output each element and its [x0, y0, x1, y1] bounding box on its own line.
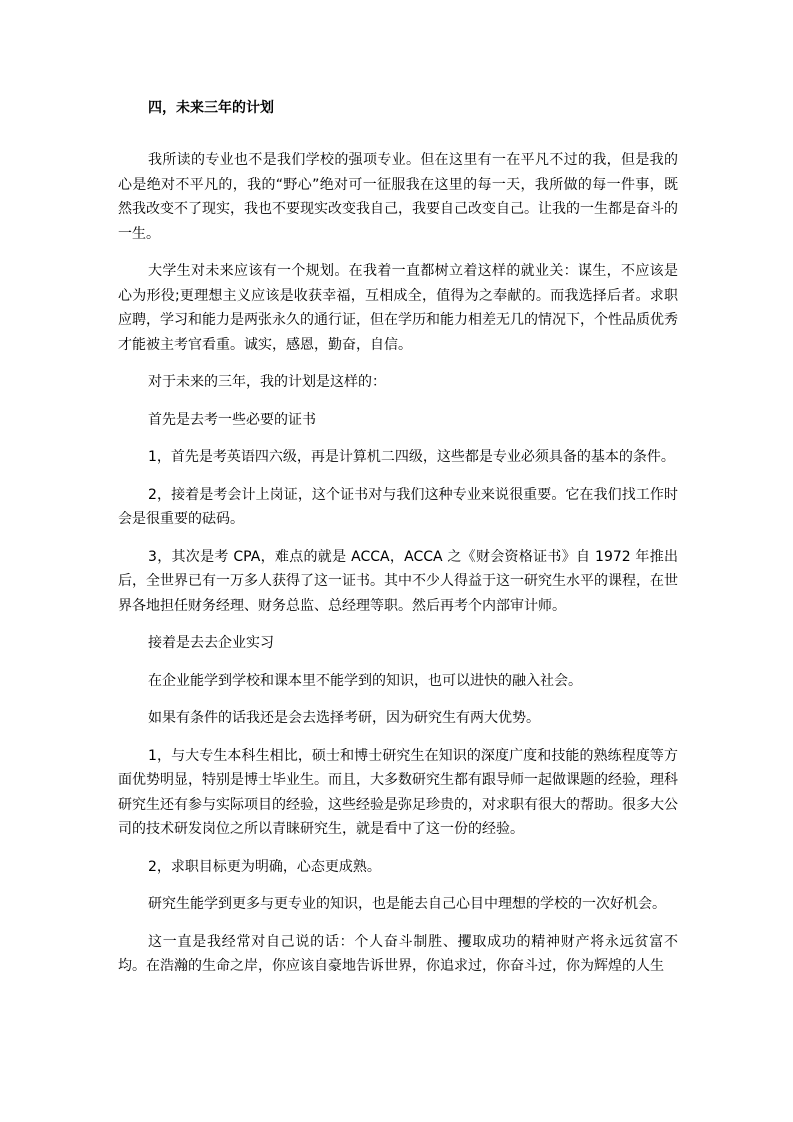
paragraph: 接着是去去企业实习 — [148, 635, 274, 651]
list-item: 2，求职目标更为明确，心态更成熟。 — [148, 858, 381, 875]
paragraph: 对于未来的三年，我的计划是这样的： — [148, 374, 386, 390]
document-body — [118, 96, 678, 992]
list-item: 3，其次是考 CPA，难点的就是 ACCA，ACCA 之《财会资格证书》自 1972 年推出后，全世界已有一万多人获得了这一证书。其中不少人得益于这一研究生水平的课程，在世界各地担任财务经理、财务总监、总经理等职。然后再考个内部审计师。 — [118, 548, 678, 614]
paragraph: 我所读的专业也不是我们学校的强项专业。但在这里有一在平凡不过的我，但是我的心是绝对不平凡的，我的“野心”绝对可一征服我在这里的每一天，我所做的每一件事，既然我改变不了现实，我也不要现实改变我自己，我要自己改变自己。让我的一生都是奋斗的一生。 — [118, 152, 678, 242]
paragraph: 大学生对未来应该有一个规划。在我着一直都树立着这样的就业关：谋生，不应该是心为形役;更理想主义应该是收获幸福，互相成全，值得为之奉献的。而我选择后者。求职应聘，学习和能力是两张永久的通行证，但在学历和能力相差无几的情况下，个性品质优秀才能被主考官看重。诚实，感恩，勤奋，自信。 — [118, 263, 678, 353]
list-item: 1，与大专生本科生相比，硕士和博士研究生在知识的深度广度和技能的熟练程度等方面优势明显，特别是博士毕业生。而且，大多数研究生都有跟导师一起做课题的经验，理科研究生还有参与实际项目的经验，这些经验是弥足珍贵的，对求职有很大的帮助。很多大公司的技术研发岗位之所以青睐研究生，就是看中了这一份的经验。 — [118, 747, 678, 837]
list-item: 1，首先是考英语四六级，再是计算机二四级，这些都是专业必须具备的基本的条件。 — [148, 449, 675, 465]
list-item: 2，接着是考会计上岗证，这个证书对与我们这种专业来说很重要。它在我们找工作时会是很重要的砝码。 — [118, 486, 678, 527]
section-heading: 四，未来三年的计划 — [148, 100, 274, 116]
paragraph: 在企业能学到学校和课本里不能学到的知识，也可以进快的融入社会。 — [148, 672, 582, 689]
paragraph: 这一直是我经常对自己说的话：个人奋斗制胜、攫取成功的精神财产将永远贫富不均。在浩瀚的生命之岸，你应该自豪地告诉世界，你追求过，你奋斗过，你为辉煌的人生 — [118, 933, 678, 974]
paragraph: 如果有条件的话我还是会去选择考研，因为研究生有两大优势。 — [148, 710, 540, 726]
paragraph: 研究生能学到更多与更专业的知识，也是能去自己心目中理想的学校的一次好机会。 — [148, 896, 666, 912]
paragraph: 首先是去考一些必要的证书 — [148, 411, 316, 428]
